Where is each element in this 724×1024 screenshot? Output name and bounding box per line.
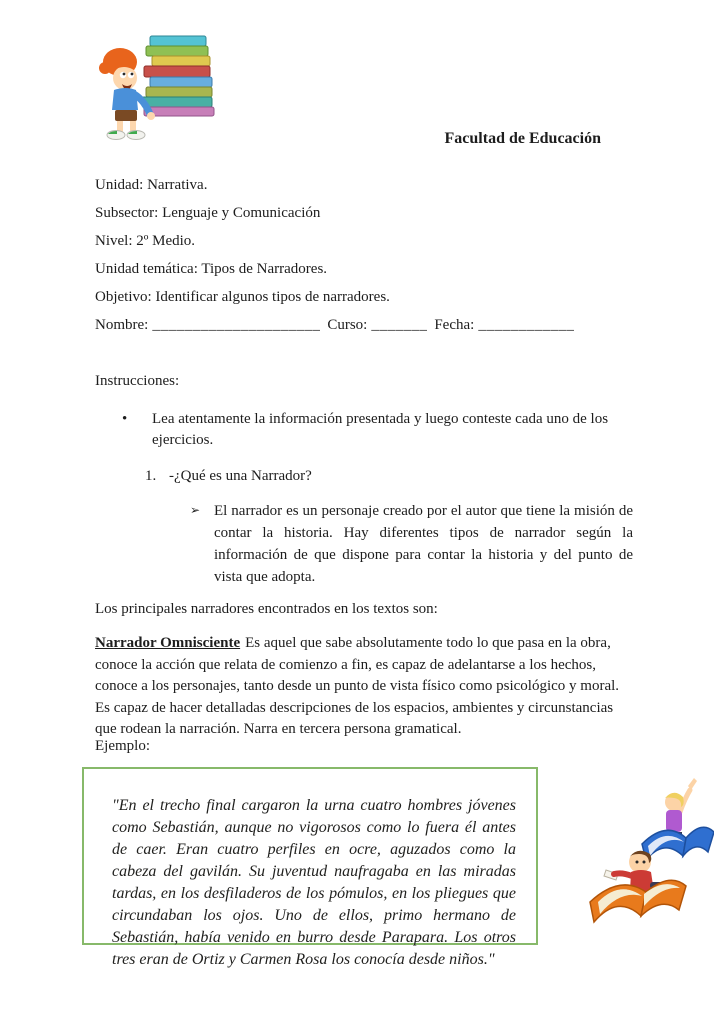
narrators-intro-line: Los principales narradores encontrados en los textos son: (95, 601, 438, 617)
example-label: Ejemplo: (95, 738, 150, 754)
curso-blank-line: _______ (371, 317, 428, 333)
nombre-label: Nombre: (95, 317, 149, 333)
meta-line-unidad: Unidad: Narrativa. (95, 177, 208, 193)
instruction-bullet-text: Lea atentamente la información presentada y luego conteste cada uno de los ejercicios. (152, 411, 609, 448)
fecha-blank-line: ____________ (478, 317, 575, 333)
example-quote-text: "En el trecho final cargaron la urna cuatro hombres jóvenes como Sebastián, aunque no vigorosos como lo fuera él antes de caer. Eran cuatro perfiles en ocre, aguzados como la cabeza del gavilán. Su juventud naufragaba en las miradas tardas, en los desfiladeros de los pómulos, en los pliegues que circundaban los ojos. Uno de ellos, primo hermano de Sebastián, había venido en burro desde Parapara. Los otros tres eran de Ortiz y Carmen Rosa los conocía desde niños." (112, 797, 516, 968)
instructions-section (95, 373, 640, 588)
meta-line-objetivo: Objetivo: Identificar algunos tipos de narradores. (95, 289, 390, 305)
arrow-bullet-icon: ➢ (190, 503, 201, 517)
meta-block (95, 177, 640, 345)
question-number: 1. (145, 468, 157, 484)
answer-text: El narrador es un personaje creado por el autor que tiene la misión de contar la historia. Hay diferentes tipos de narrador según la información de que dispone para contar la historia y del punto de vista que adopta. (214, 503, 633, 585)
instruction-bullet-item (95, 409, 640, 451)
boy-with-books-icon (92, 28, 228, 142)
omniscient-narrator-paragraph (95, 633, 635, 741)
omniscient-narrator-term: Narrador Omnisciente (95, 635, 241, 651)
instructions-heading: Instrucciones: (95, 373, 180, 389)
example-quote-box (82, 767, 538, 968)
meta-line-nivel: Nivel: 2º Medio. (95, 233, 196, 249)
curso-label: Curso: (327, 317, 368, 333)
nombre-blank-line: _____________________ (152, 317, 321, 333)
flying-books-icon (584, 774, 714, 934)
omniscient-narrator-definition: Es aquel que sabe absolutamente todo lo que pasa en la obra, conoce la acción que relata de comienzo a fin, es capaz de adelantarse a los hechos, conoce a los personajes, tanto desde un punto de vista físico como psicológico y moral. Es capaz de hacer detalladas descripciones de los espacios, ambientes y circunstancias que rodean la narración. Narra en tercera persona gramatical. (95, 635, 620, 738)
fecha-label: Fecha: (434, 317, 475, 333)
question-item (95, 467, 640, 485)
boy-with-books-illustration (92, 28, 228, 142)
faculty-title: Facultad de Educación (444, 130, 601, 147)
question-text: -¿Qué es una Narrador? (169, 468, 312, 484)
meta-line-subsector: Subsector: Lenguaje y Comunicación (95, 205, 321, 221)
name-course-date-row (95, 317, 640, 333)
meta-line-unidad-tematica: Unidad temática: Tipos de Narradores. (95, 261, 328, 277)
answer-item (95, 500, 640, 588)
bullet-dot-icon: • (122, 411, 128, 427)
kids-on-flying-books-illustration (584, 774, 714, 934)
